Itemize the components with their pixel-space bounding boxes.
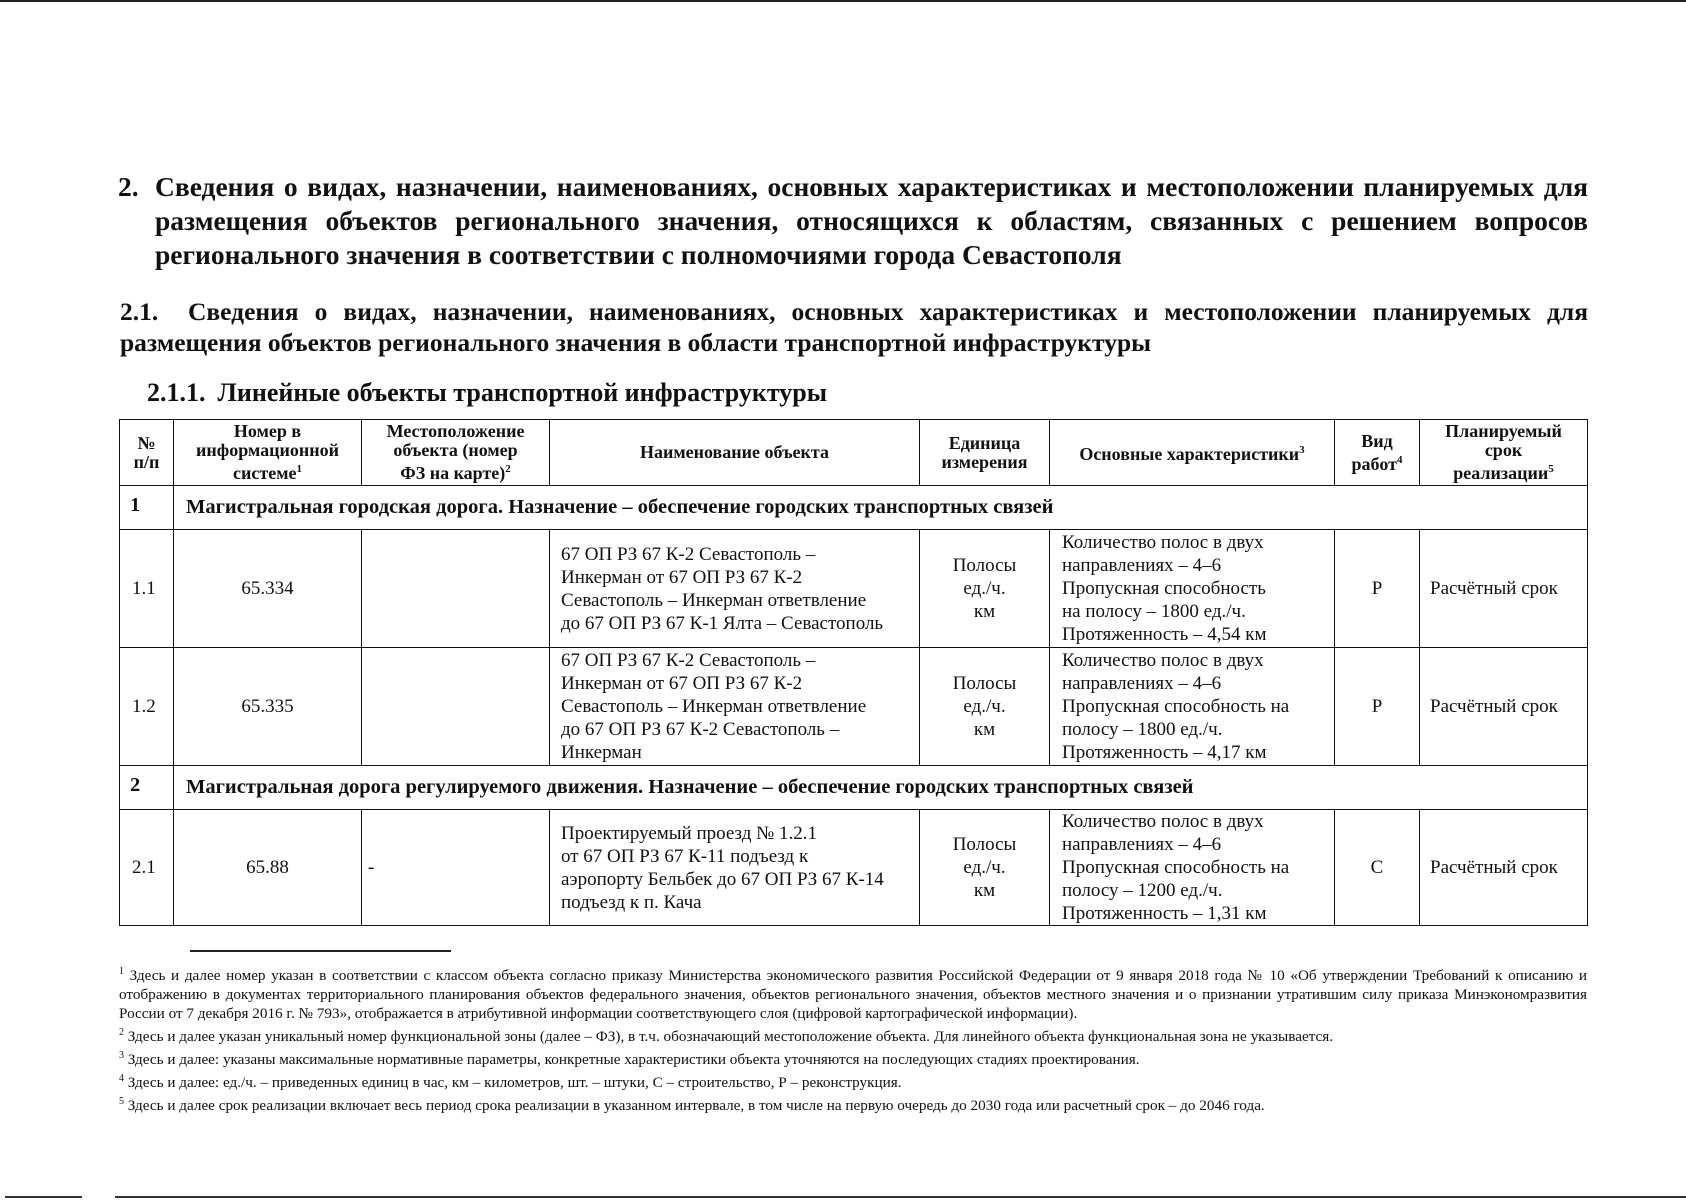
footnote-5 (119, 1092, 1587, 1115)
section-heading-2-1-text: Сведения о видах, назначении, наименованиях, основных характеристиках и местоположении планируемых для размещения объектов регионального значения в области транспортной инфраструктуры (120, 297, 1588, 357)
page-bottom-edge-right (115, 1196, 1686, 1198)
header-unit: Единица измерения (920, 420, 1050, 486)
group-row (120, 486, 1588, 530)
footnote-ref-5: 5 (1548, 463, 1554, 475)
header-info-id: Номер в информационной системе$^1$ (174, 420, 362, 486)
group-row (120, 766, 1588, 810)
footnote-ref-1: 1 (296, 463, 302, 475)
footnote-2 (119, 1023, 1587, 1046)
cell-characteristics: Количество полос в двух направлениях – 4–6 Пропускная способность на полосу – 1800 ед./ч. Протяженность – 4,54 км (1050, 530, 1335, 648)
section-heading-2-1 (120, 296, 1588, 358)
footnote-mark: 1 (119, 966, 124, 977)
cell-characteristics: Количество полос в двух направлениях – 4–6 Пропускная способность на полосу – 1800 ед./ч. Протяженность – 4,17 км (1050, 648, 1335, 766)
header-characteristics: Основные характеристики$^3$ (1050, 420, 1335, 486)
cell-work: Р (1335, 648, 1420, 766)
footnote-ref-4: 4 (1396, 453, 1403, 466)
group-number: 2 (120, 766, 174, 810)
cell-unit: Полосы ед./ч. км (920, 648, 1050, 766)
footnote-text: Здесь и далее срок реализации включает весь период срока реализации в указанном интервале, в том числе на первую очередь до 2030 года или расчетный срок – до 2046 года. (124, 1097, 1265, 1115)
section-heading-2 (118, 170, 1588, 272)
header-location: Местоположение объекта (номер ФЗ на карте)$^2$ (362, 420, 550, 486)
header-name: Наименование объекта (550, 420, 920, 486)
cell-num: 1.1 (120, 530, 174, 648)
footnote-4 (119, 1069, 1587, 1092)
section-heading-2-1-number: 2.1. (120, 297, 159, 326)
header-num: № п/п (120, 420, 174, 486)
cell-location (362, 530, 550, 648)
cell-info-id: 65.335 (174, 648, 362, 766)
page-top-edge (0, 0, 1686, 2)
cell-num: 2.1 (120, 810, 174, 926)
cell-name: 67 ОП РЗ 67 К-2 Севастополь – Инкерман от 67 ОП РЗ 67 К-2 Севастополь – Инкерман ответвление до 67 ОП РЗ 67 К-2 Севастополь – Инкерман (550, 648, 920, 766)
footnote-mark: 3 (119, 1050, 124, 1062)
cell-name: 67 ОП РЗ 67 К-2 Севастополь – Инкерман от 67 ОП РЗ 67 К-2 Севастополь – Инкерман ответвление до 67 ОП РЗ 67 К-1 Ялта – Севастополь (550, 530, 920, 648)
cell-term: Расчётный срок (1420, 648, 1588, 766)
group-title: Магистральная дорога регулируемого движения. Назначение – обеспечение городских транспортных связей (174, 766, 1588, 810)
cell-term: Расчётный срок (1420, 810, 1588, 926)
footnote-separator (190, 950, 451, 952)
group-title: Магистральная городская дорога. Назначение – обеспечение городских транспортных связей (174, 486, 1588, 530)
cell-name: Проектируемый проезд № 1.2.1 от 67 ОП РЗ 67 К-11 подъезд к аэропорту Бельбек до 67 ОП РЗ 67 К-14 подъезд к п. Кача (550, 810, 920, 926)
footnote-mark: 4 (119, 1073, 124, 1085)
cell-info-id: 65.88 (174, 810, 362, 926)
cell-unit: Полосы ед./ч. км (920, 530, 1050, 648)
table-row (120, 810, 1588, 926)
table-header-row (120, 420, 1588, 486)
table-row (120, 530, 1588, 648)
footnote-ref-2: 2 (505, 463, 511, 475)
cell-num: 1.2 (120, 648, 174, 766)
footnote-text: Здесь и далее номер указан в соответствии с классом объекта согласно приказу Министерства экономического развития Российской Федерации от 9 января 2018 года № 10 «Об утверждении Требований к описанию и отображению в документах территориального планирования объектов федерального значения, объектов регионального значения, объектов местного значения и о признании утратившим силу приказа Минэкономразвития России от 7 декабря 2016 г. № 793», отображается в атрибутивной информации соответствующего слоя (цифровой картографической информации). (119, 967, 1587, 1023)
page-bottom-edge-left (5, 1196, 82, 1198)
footnote-text: Здесь и далее: ед./ч. – приведенных единиц в час, км – километров, шт. – штуки, С – строительство, Р – реконструкция. (124, 1074, 902, 1092)
footnote-ref-3: 3 (1299, 444, 1305, 456)
header-term: Планируемый срок реализации$^5$ (1420, 420, 1588, 486)
table-row (120, 648, 1588, 766)
footnote-mark: 2 (119, 1027, 124, 1039)
cell-term: Расчётный срок (1420, 530, 1588, 648)
footnote-1 (119, 962, 1587, 1023)
cell-work: С (1335, 810, 1420, 926)
cell-work: Р (1335, 530, 1420, 648)
cell-location (362, 648, 550, 766)
section-heading-2-1-1 (147, 378, 827, 408)
transport-objects-table (119, 419, 1588, 926)
footnotes (119, 962, 1587, 1115)
cell-info-id: 65.334 (174, 530, 362, 648)
section-heading-2-1-1-number: 2.1.1. (147, 378, 206, 407)
footnote-text: Здесь и далее указан уникальный номер функциональной зоны (далее – ФЗ), в т.ч. обозначающий местоположение объекта. Для линейного объекта функциональная зона не указывается. (124, 1028, 1334, 1046)
cell-location: - (362, 810, 550, 926)
footnote-3 (119, 1046, 1587, 1069)
section-heading-2-1-1-text: Линейные объекты транспортной инфраструктуры (217, 378, 828, 407)
footnote-text: Здесь и далее: указаны максимальные нормативные параметры, конкретные характеристики объекта уточняются на последующих стадиях проектирования. (124, 1051, 1140, 1069)
cell-characteristics: Количество полос в двух направлениях – 4–6 Пропускная способность на полосу – 1200 ед./ч. Протяженность – 1,31 км (1050, 810, 1335, 926)
cell-unit: Полосы ед./ч. км (920, 810, 1050, 926)
header-work: Вид работ$^4$ (1335, 420, 1420, 486)
group-number: 1 (120, 486, 174, 530)
footnote-mark: 5 (119, 1096, 124, 1108)
section-heading-2-text: Сведения о видах, назначении, наименованиях, основных характеристиках и местоположении планируемых для размещения объектов регионального значения, относящихся к областям, связанных с решением вопросов регионального значения в соответствии с полномочиями города Севастополя (155, 171, 1588, 270)
section-heading-2-number: 2. (118, 171, 139, 202)
